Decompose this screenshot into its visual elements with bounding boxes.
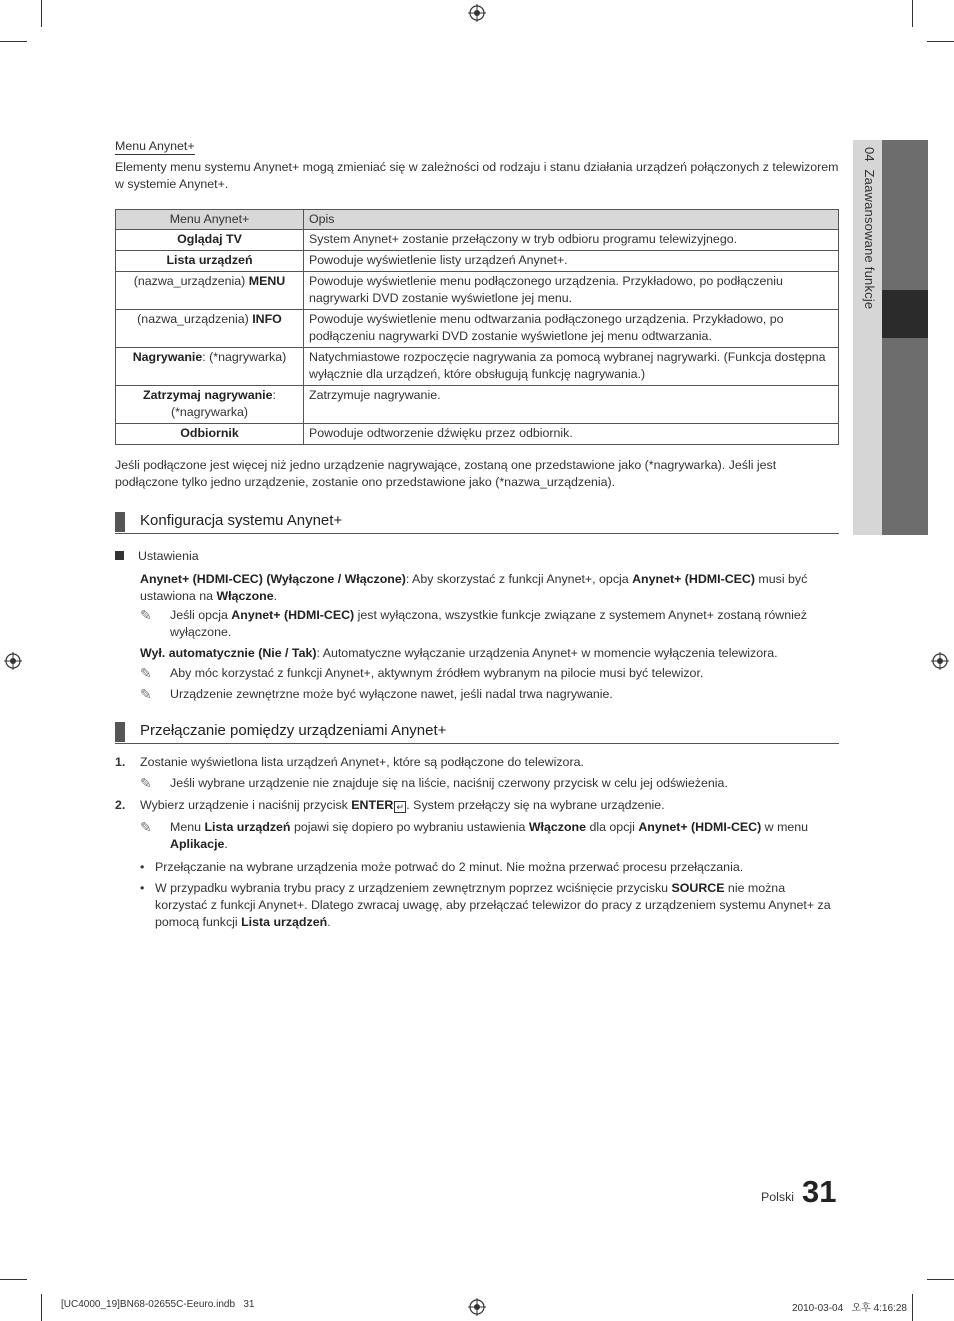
registration-mark-icon [468, 1298, 486, 1316]
table-cell-desc: Powoduje wyświetlenie listy urządzeń Anynet+. [304, 251, 839, 272]
bullet-item: • Przełączanie na wybrane urządzenia może potrwać do 2 minut. Nie można przerwać procesu przełączania. [140, 860, 744, 874]
pencil-note-icon: ✎ [140, 775, 152, 791]
table-cell-desc: Powoduje odtworzenie dźwięku przez odbiornik. [304, 424, 839, 445]
table-header: Opis [304, 210, 839, 230]
crop-mark [927, 41, 954, 42]
table-header: Menu Anynet+ [116, 210, 304, 230]
note-item: ✎ Menu Lista urządzeń pojawi się dopiero po wybraniu ustawienia Włączone dla opcji Anynet+ (HDMI-CEC) w menu Aplikacje. [140, 819, 809, 851]
bullet-dot-icon: • [140, 881, 145, 895]
pencil-note-icon: ✎ [140, 819, 152, 835]
table-cell-desc: Powoduje wyświetlenie menu odtwarzania podłączonego urządzenia. Przykładowo, po podłączeniu nagrywarki DVD zostanie wyświetlone jej menu odtwarzania. [304, 310, 839, 348]
crop-mark [0, 1279, 27, 1280]
table-row [116, 310, 839, 348]
chapter-label: 04 Zaawansowane funkcje [862, 147, 877, 310]
table-cell-menu: Zatrzymaj nagrywanie: (*nagrywarka) [116, 386, 304, 424]
bullet-dot-icon: • [140, 860, 145, 874]
intro-text: Elementy menu systemu Anynet+ mogą zmieniać się w zależności od rodzaju i stanu działania urządzeń połączonych z telewizorem w systemie Anynet+. [115, 160, 839, 191]
chapter-tab-marker [882, 290, 928, 338]
crop-mark [41, 1294, 42, 1321]
table-cell-menu: Oglądaj TV [116, 230, 304, 251]
section-bar [115, 722, 125, 742]
table-cell-menu: (nazwa_urządzenia) INFO [116, 310, 304, 348]
settings-item: Ustawienia [115, 548, 839, 565]
section-bar [115, 512, 125, 532]
recorder-note: Jeśli podłączone jest więcej niż jedno urządzenie nagrywające, zostaną one przedstawione jako (*nagrywarka). Jeśli jest podłączone tylko jedno urządzenie, zostanie ono przedstawione jako (*nazwa_urządzenia). [115, 458, 777, 489]
table-header-row [116, 210, 839, 230]
table-cell-desc: Powoduje wyświetlenie menu podłączonego urządzenia. Przykładowo, po podłączeniu nagrywarki DVD zostanie wyświetlone jej menu. [304, 272, 839, 310]
section-header [115, 721, 839, 744]
note-item: ✎ Jeśli opcja Anynet+ (HDMI-CEC) jest wyłączona, wszystkie funkcje związane z systemem Anynet+ zostaną również wyłączone. [140, 607, 807, 639]
section-header [115, 511, 839, 534]
paragraph: Wył. automatycznie (Nie / Tak): Automatyczne wyłączanie urządzenia Anynet+ w momencie wyłączenia telewizora. [140, 646, 778, 660]
section-title: Przełączanie pomiędzy urządzeniami Anynet+ [140, 722, 447, 739]
print-timestamp: 2010-03-04 오후 4:16:28 [792, 1303, 907, 1314]
page-number: 31 [802, 1174, 837, 1209]
footer-language: Polski [761, 1190, 795, 1204]
square-bullet-icon [115, 551, 124, 560]
table-row [116, 424, 839, 445]
crop-mark [912, 1294, 913, 1321]
main-content [115, 138, 839, 931]
table-cell-desc: System Anynet+ zostanie przełączony w tryb odbioru programu telewizyjnego. [304, 230, 839, 251]
table-cell-menu: Nagrywanie: (*nagrywarka) [116, 348, 304, 386]
pencil-note-icon: ✎ [140, 607, 152, 623]
table-cell-menu: Lista urządzeń [116, 251, 304, 272]
paragraph: Anynet+ (HDMI-CEC) (Wyłączone / Włączone): Aby skorzystać z funkcji Anynet+, opcja Anynet+ (HDMI-CEC) musi być ustawiona na Włączone. [140, 572, 808, 603]
note-item: ✎ Jeśli wybrane urządzenie nie znajduje się na liście, naciśnij czerwony przycisk w celu jej odświeżenia. [140, 775, 728, 791]
table-cell-desc: Natychmiastowe rozpoczęcie nagrywania za pomocą wybranej nagrywarki. (Funkcja dostępna wyłącznie dla urządzeń, które obsługują funkcję nagrywania.) [304, 348, 839, 386]
registration-mark-icon [468, 4, 486, 22]
crop-mark [912, 0, 913, 27]
crop-mark [0, 41, 27, 42]
note-item: ✎ Aby móc korzystać z funkcji Anynet+, aktywnym źródłem wybranym na pilocie musi być telewizor. [140, 665, 704, 681]
table-row [116, 251, 839, 272]
table-cell-desc: Zatrzymuje nagrywanie. [304, 386, 839, 424]
print-file-info: [UC4000_19]BN68-02655C-Eeuro.indb 31 [61, 1299, 255, 1310]
pencil-note-icon: ✎ [140, 665, 152, 681]
table-cell-menu: (nazwa_urządzenia) MENU [116, 272, 304, 310]
registration-mark-icon [4, 652, 22, 670]
section-title: Konfiguracja systemu Anynet+ [140, 512, 343, 529]
anynet-menu-table [115, 209, 839, 445]
table-cell-menu: Odbiornik [116, 424, 304, 445]
table-row [116, 348, 839, 386]
registration-mark-icon [931, 652, 949, 670]
enter-icon: ↵ [394, 801, 406, 813]
bullet-item: • W przypadku wybrania trybu pracy z urządzeniem zewnętrznym poprzez wciśnięcie przycisku SOURCE nie można korzystać z funkcji Anynet+. Dlatego zwracaj uwagę, aby przełączać telewizor do pracy z urządzeniem systemu Anynet+ za pomocą funkcji Lista urządzeń. [140, 881, 831, 929]
table-row [116, 272, 839, 310]
note-item: ✎ Urządzenie zewnętrzne może być wyłączone nawet, jeśli nadal trwa nagrywanie. [140, 686, 613, 702]
menu-title: Menu Anynet+ [115, 139, 195, 153]
step-item: 1. Zostanie wyświetlona lista urządzeń Anynet+, które są podłączone do telewizora. [115, 755, 584, 769]
crop-mark [927, 1279, 954, 1280]
table-row [116, 230, 839, 251]
crop-mark [41, 0, 42, 27]
step-item: 2. Wybierz urządzenie i naciśnij przycisk ENTER ↵ . System przełączy się na wybrane urządzenie. [115, 798, 665, 812]
table-row [116, 386, 839, 424]
pencil-note-icon: ✎ [140, 686, 152, 702]
